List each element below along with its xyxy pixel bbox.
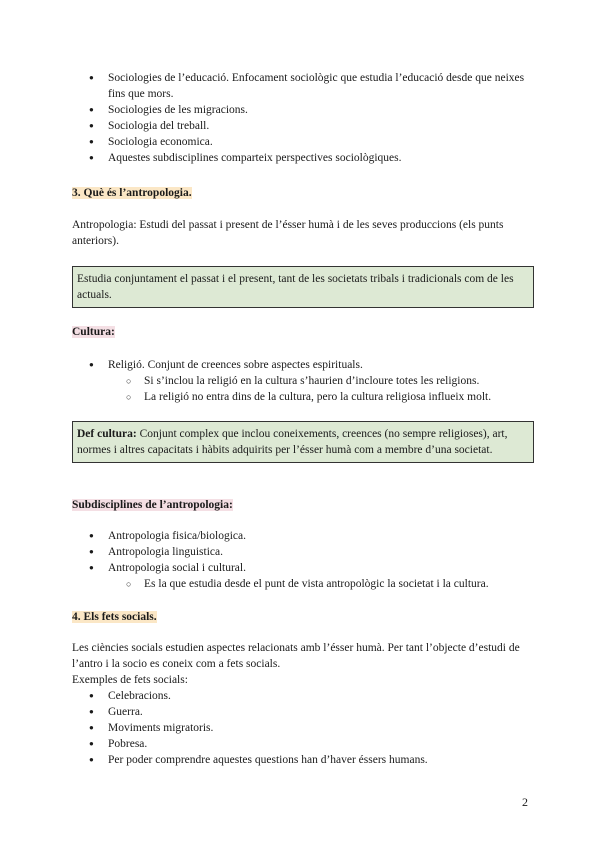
subdisciplines-list [72, 528, 528, 592]
list-item: ● Moviments migratoris. [72, 720, 528, 736]
list-item: ● Sociologia del treball. [72, 118, 528, 134]
list-item: ● Antropologia fisica/biologica. [72, 528, 528, 544]
list-item: ● Per poder comprendre aquestes questions han d’haver éssers humans. [72, 752, 528, 768]
list-item: ● Antropologia social i cultural. [72, 560, 528, 576]
section-4-heading [72, 609, 157, 625]
list-item: ● Pobresa. [72, 736, 528, 752]
cultura-list [72, 357, 528, 405]
fets-socials-paragraph: Les ciències socials estudien aspectes relacionats amb l’ésser humà. Per tant l’objecte d’estudi de l’antro i la socio es coneix com a fets socials. [72, 642, 520, 670]
cultura-heading-text: Cultura: [72, 326, 115, 338]
sociology-list [72, 70, 528, 166]
section-3-heading-text: 3. Què és l’antropologia. [72, 187, 192, 199]
list-item: ● Aquestes subdisciplines comparteix perspectives sociològiques. [72, 150, 528, 166]
subdisciplines-heading [72, 497, 233, 513]
antropologia-definition: Antropologia: Estudi del passat i present de l’ésser humà i de les seves produccions (els punts anteriors). [72, 219, 504, 247]
sub-list-item: ○ Es la que estudia desde el punt de vista antropològic la societat i la cultura. [72, 576, 528, 592]
list-item: ● Sociologies de les migracions. [72, 102, 528, 118]
list-item: ● Celebracions. [72, 688, 528, 704]
subdisciplines-heading-text: Subdisciplines de l’antropologia: [72, 499, 233, 511]
sub-list-item: ○ Si s’inclou la religió en la cultura s’haurien d’incloure totes les religions. [72, 373, 528, 389]
page-number: 2 [522, 795, 528, 809]
section-4-heading-text: 4. Els fets socials. [72, 611, 157, 623]
antropologia-box-text: Estudia conjuntament el passat i el present, tant de les societats tribals i tradicionals com de les actuals. [77, 273, 514, 301]
list-item: ● Religió. Conjunt de creences sobre aspectes espirituals. [72, 357, 528, 373]
def-cultura-box [72, 421, 534, 463]
def-cultura-label: Def cultura: [77, 428, 137, 440]
list-item: ● Antropologia linguistica. [72, 544, 528, 560]
sub-list-item: ○ La religió no entra dins de la cultura, pero la cultura religiosa influeix molt. [72, 389, 528, 405]
def-cultura-text: Conjunt complex que inclou coneixements, creences (no sempre religioses), art, normes i altres capacitats i hàbits adquirits per l’ésser humà com a membre d’una societat. [77, 428, 508, 456]
antropologia-box [72, 266, 534, 308]
cultura-heading [72, 324, 115, 340]
list-item: ● Sociologia economica. [72, 134, 528, 150]
section-3-heading [72, 185, 192, 201]
examples-list [72, 688, 528, 768]
list-item: ● Sociologies de l’educació. Enfocament sociològic que estudia l’educació desde que neixes fins que mors. [72, 70, 528, 102]
list-item: ● Guerra. [72, 704, 528, 720]
examples-label: Exemples de fets socials: [72, 674, 188, 686]
